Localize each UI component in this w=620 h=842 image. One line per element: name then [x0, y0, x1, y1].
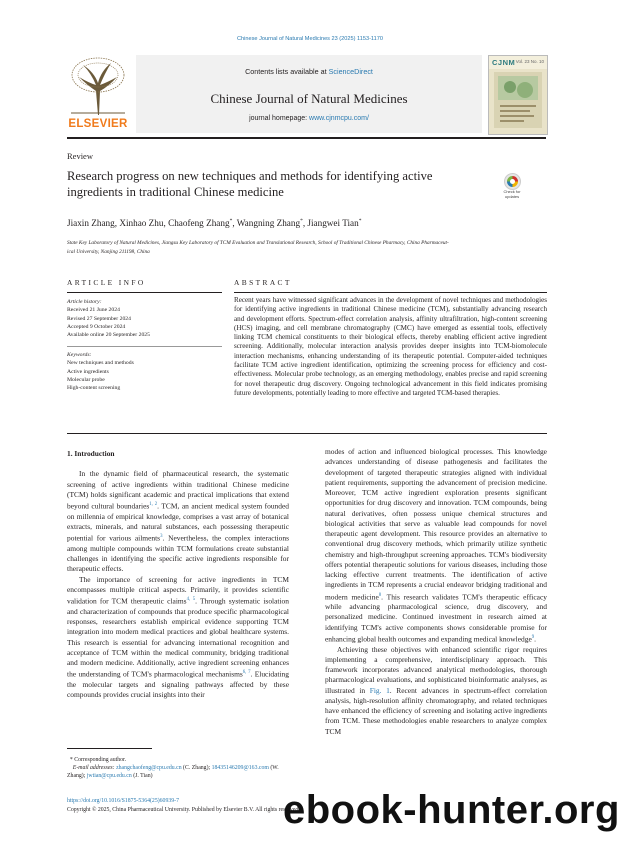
copyright-line: Copyright © 2025, China Pharmaceutical University. Published by Elsevier B.V. All rights reserved. — [67, 807, 300, 813]
affiliation — [67, 239, 547, 257]
keyword: High-content screening — [67, 385, 121, 392]
homepage-line — [136, 115, 482, 122]
contents-line — [136, 67, 482, 76]
check-for-updates-label: Check for updates — [503, 189, 521, 199]
article-type: Review — [67, 151, 93, 161]
article-info-divider — [67, 346, 222, 347]
body-left-column — [67, 449, 289, 701]
elsevier-logo[interactable] — [67, 55, 129, 133]
masthead — [136, 55, 482, 133]
corresponding-mark: * — [300, 218, 303, 224]
cover-title: CJNM — [492, 58, 516, 67]
journal-title: Chinese Journal of Natural Medicines — [210, 91, 408, 106]
citation-link[interactable]: 6, 7 — [242, 670, 251, 676]
citation-link[interactable]: 9 — [531, 634, 535, 640]
keyword: Molecular probe — [67, 376, 105, 383]
email-line: E-mail addresses: zhangchaofeng@cpu.edu.cn (C. Zhang); 18435146209@163.com (W. Zhang); jwtian@cpu.edu.cn (J. Tian) — [67, 765, 279, 780]
citation-link[interactable]: 4, 5 — [186, 597, 196, 603]
cover-illustration-icon — [494, 72, 542, 128]
article-info-rule — [67, 292, 222, 293]
abstract-rule — [234, 292, 547, 293]
homepage-link[interactable]: www.cjnmcpu.com/ — [309, 115, 369, 122]
citation-link[interactable]: 3 — [160, 534, 163, 540]
article-history — [67, 298, 222, 339]
footnote — [67, 756, 289, 781]
sciencedirect-link[interactable]: ScienceDirect — [328, 67, 373, 76]
check-for-updates-badge[interactable] — [497, 172, 527, 204]
author-name[interactable]: Chaofeng Zhang — [168, 218, 230, 229]
email-link[interactable]: zhangchaofeng@cpu.edu.cn — [116, 765, 182, 772]
history-item: Available online 20 September 2025 — [67, 332, 150, 339]
watermark-text: ebook-hunter.org — [283, 788, 620, 832]
section-heading: 1. Introduction — [67, 449, 115, 458]
corresponding-mark: * — [358, 218, 362, 224]
body-right-column — [325, 447, 547, 737]
history-item: Revised 27 September 2024 — [67, 315, 131, 322]
tree-logo-icon — [67, 55, 129, 117]
abstract-text: Recent years have witnessed significant advances in the development of novel techniques and methodologies for identifying active ingredients in traditional Chinese medicine (TCM), substantially advancing research and development efforts. Spectrum-effect correlation analysis, affinity ultrafiltration, high-content screening (HCS) imaging, and cell membrane chromatography (CMC) have emerged as essential tools, effectively linking TCM chemical constituents to their biological effects, thereby enabling efficient active ingredient screening. Additionally, molecular interaction analysis provides deeper insights into TCM-biomolecule interaction mechanisms, enhancing understanding of its therapeutic potential. Computer-aided techniques facilitate TCM active ingredient identification, optimizing the screening process for efficiency and cost-effectiveness. Molecular probe technology, as an emerging methodology, enables precise and rapid screening for novel therapeutic drug discovery. Ongoing technological advancement in this field indicates promising future developments, potentially leading to more effective and targeted TCM-based therapies. — [234, 296, 547, 397]
article-info-heading: ARTICLE INFO — [67, 278, 146, 287]
email-link[interactable]: 18435146209@163.com — [211, 765, 269, 772]
affiliation-line: ical University, Nanjing 211198, China — [67, 249, 150, 255]
citation-link[interactable]: 8 — [378, 592, 382, 598]
corresponding-mark: * — [229, 218, 233, 224]
footnote-rule — [67, 748, 152, 749]
masthead-rule — [67, 137, 546, 139]
crossmark-icon — [504, 173, 521, 190]
keyword: New techniques and methods — [67, 360, 134, 367]
figure-link[interactable]: Fig. 1 — [369, 685, 390, 695]
keyword: Active ingredients — [67, 368, 109, 375]
doi-link[interactable]: https://doi.org/10.1016/S1875-5364(25)60939-7 — [67, 798, 179, 804]
paragraph: The importance of screening for active ingredients in TCM encompasses multiple critical aspects. Primarily, it provides scientific validation for TCM therapeutic claims$^{4, 5}$. Through systematic isolation and characterization of compounds that produce specific pharmacological responses, researchers establish empirical evidence supporting TCM integration into modern medical practices and global healthcare systems. This research is essential for advancing international recognition and acceptance of TCM within the medical community, bridging traditional and modern medicine. Additionally, active ingredient screening enhances the understanding of TCM's pharmacological mechanisms$^{6, 7}$. Elucidating the molecular targets and signaling pathways affected by these compounds provides crucial insights into their — [67, 574, 289, 700]
elsevier-wordmark: ELSEVIER — [68, 118, 128, 130]
keywords — [67, 351, 222, 392]
keywords-label: Keywords: — [67, 352, 92, 358]
citation-link[interactable]: 1, 2 — [149, 502, 158, 507]
email-link[interactable]: jwtian@cpu.edu.cn — [86, 773, 132, 780]
running-header: Chinese Journal of Natural Medicines 23 (2025) 1153-1170 — [237, 36, 383, 42]
history-item: Received 21 June 2024 — [67, 307, 120, 314]
history-label: Article history: — [67, 299, 102, 305]
abstract-heading: ABSTRACT — [234, 278, 292, 287]
author-name[interactable]: Wangning Zhang — [236, 218, 301, 229]
front-matter-rule — [67, 433, 547, 434]
author-name[interactable]: Jiangwei Tian — [307, 218, 359, 229]
author-name[interactable]: Xinhao Zhu — [119, 218, 164, 229]
corresponding-note: * Corresponding author. — [67, 757, 127, 763]
affiliation-line: State Key Laboratory of Natural Medicines, Jiangsu Key Laboratory of TCM Evaluation and Translational Research, School of Traditional Chinese Pharmacy, China Pharmaceut- — [67, 240, 449, 246]
contents-prefix: Contents lists available at — [245, 67, 329, 76]
paper-title: Research progress on new techniques and methods for identifying active ingredients in traditional Chinese medicine — [67, 169, 433, 199]
author-list: Jiaxin Zhang, Xinhao Zhu, Chaofeng Zhang*, Wangning Zhang*, Jiangwei Tian* — [67, 218, 362, 229]
author-name[interactable]: Jiaxin Zhang — [67, 218, 115, 229]
journal-cover-thumbnail[interactable] — [488, 55, 548, 135]
cover-volume: Vol. 23 No. 10 — [515, 59, 544, 64]
paragraph: In the dynamic field of pharmaceutical research, the systematic screening of active ingredients within traditional Chinese medicine (TCM) holds significant academic and practical implications that extend beyond cultural boundaries$^{1, 2}$. TCM, an ancient medical system founded on millennia of empirical knowledge, comprises a vast array of botanical extracts, minerals, and natural substances, each possessing therapeutic potential for various ailments$^3$. Nevertheless, the complex interactions among multiple compounds within TCM formulations create substantial challenges in identifying the specific active ingredients responsible for therapeutic effects. — [67, 469, 290, 574]
paragraph: modes of action and influenced biological processes. This knowledge advances understanding of disease pathogenesis and facilitates the development of targeted therapeutic strategies aligned with individual patient requirements, supporting the advancement of precision medicine. Moreover, TCM active ingredient exploration presents significant opportunities for drug discovery and innovation. TCM compounds, being natural derivatives, often possess unique chemical structures and biological activities that serve as valuable lead compounds for novel therapeutic agent development. This resource provides an alternative to conventional drug discovery methods, which primarily utilize synthetic chemistry and high-throughput screening approaches. TCM's biodiversity offers potential therapeutic solutions for various diseases, including those lacking effective current treatments. The identification of active ingredients in TCM represents a crucial endeavor bridging traditional and modern medicine$^8$. This research validates TCM's therapeutic efficacy while advancing pharmacological science, drug discovery, and personalized medicine. Continued investment in research aimed at identifying TCM's active components shows considerable promise for enhancing global health outcomes and expanding medical knowledge$^9$. — [325, 447, 547, 644]
paragraph: Achieving these objectives with enhanced scientific rigor requires implementing a comprehensive, interdisciplinary approach. This framework incorporates advanced analytical methodologies, thorough pharmacological evaluations, and sophisticated bioinformatic analyses, as illustrated in Fig. 1. Recent advances in spectrum-effect correlation analysis, high-resolution affinity chromatography, and related techniques have enhanced the efficiency of screening and isolating active ingredients from TCM. These methodologies enable researchers to analyze complex TCM — [325, 644, 548, 736]
homepage-prefix: journal homepage: — [249, 115, 310, 122]
history-item: Accepted 9 October 2024 — [67, 323, 126, 330]
